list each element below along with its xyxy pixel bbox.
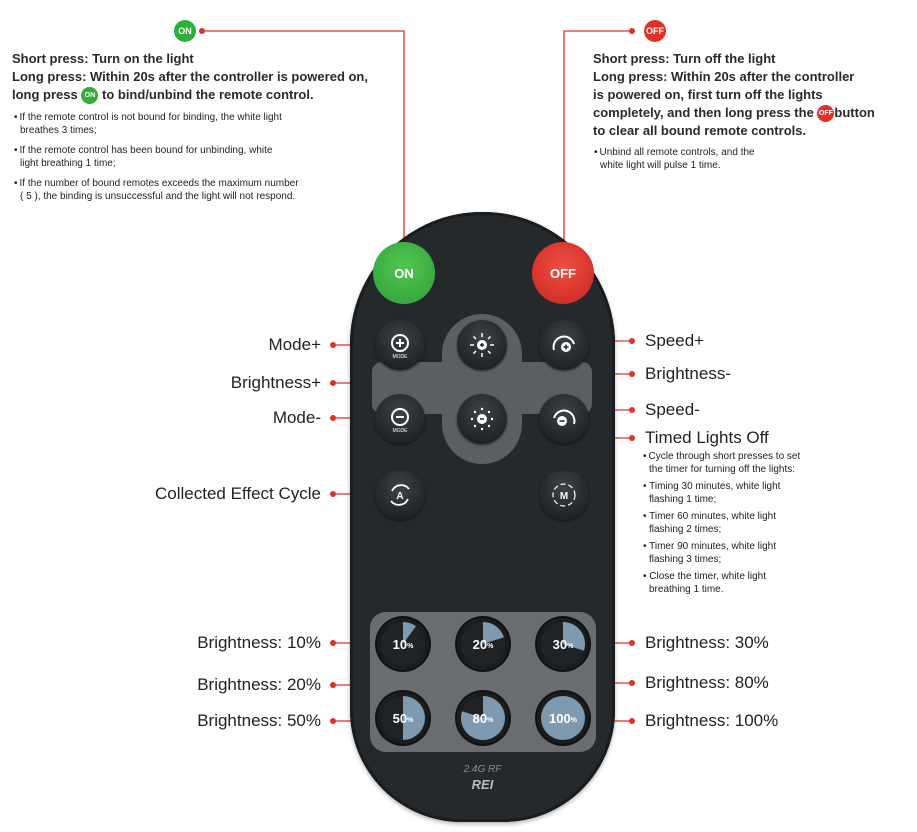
speed-minus-icon bbox=[547, 402, 581, 436]
effect-cycle-button[interactable] bbox=[375, 470, 425, 520]
speed-minus-button[interactable] bbox=[539, 394, 589, 444]
timer-notes: • Cycle through short presses to set the timer for turning off the lights: • Timing 30 minutes, white light flashing 1 time; • Timer 60 minutes, white light flashing 2 times; • Timer 90 minutes, white light flashing 3 times; • Close the timer, white light breathing 1 time. bbox=[643, 451, 801, 595]
off-button[interactable]: OFF bbox=[532, 242, 594, 304]
rf-label: 2.4G RF bbox=[463, 764, 502, 775]
on-description bbox=[12, 50, 412, 104]
off-badge-icon: OFF bbox=[644, 20, 666, 42]
speed-plus-icon bbox=[547, 328, 581, 362]
on-button[interactable]: ON bbox=[373, 242, 435, 304]
brightness-50-button[interactable]: 50 % bbox=[377, 692, 429, 744]
label-speed-minus: Speed- bbox=[645, 400, 700, 419]
label-mode-plus: Mode+ bbox=[268, 335, 321, 354]
on-badge-icon: ON bbox=[174, 20, 196, 42]
mode-plus-icon bbox=[383, 328, 417, 362]
off-bullets: • Unbind all remote controls, and the white light will pulse 1 time. bbox=[594, 146, 894, 172]
brightness-20-button[interactable]: 20 % bbox=[457, 618, 509, 670]
svg-text:A: A bbox=[396, 491, 404, 502]
mode-minus-button[interactable] bbox=[375, 394, 425, 444]
brightness-plus-button[interactable] bbox=[457, 320, 507, 370]
brightness-30-button[interactable]: 30 % bbox=[537, 618, 589, 670]
svg-text:MODE: MODE bbox=[392, 428, 408, 434]
label-brightness-plus: Brightness+ bbox=[230, 373, 321, 392]
on-long-press: Long press: Within 20s after the controller is powered on, bbox=[12, 69, 368, 84]
label-effect-cycle: Collected Effect Cycle bbox=[155, 484, 321, 503]
speed-plus-button[interactable] bbox=[539, 320, 589, 370]
brightness-minus-button[interactable] bbox=[457, 394, 507, 444]
timer-button[interactable] bbox=[539, 470, 589, 520]
on-mini-icon: ON bbox=[81, 87, 98, 104]
off-description: Short press: Turn off the light Long press: Within 20s after the controller is powered on, first turn off the lights completely, and then long press the OFF button to clear all bound remote controls. bbox=[593, 51, 875, 139]
mode-plus-button[interactable] bbox=[375, 320, 425, 370]
timer-icon bbox=[547, 478, 581, 512]
label-brightness-10: Brightness: 10% bbox=[197, 633, 321, 652]
label-brightness-30: Brightness: 30% bbox=[645, 633, 769, 652]
sun-plus-icon bbox=[465, 328, 499, 362]
svg-text:MODE: MODE bbox=[392, 354, 408, 360]
brightness-100-button[interactable]: 100 % bbox=[537, 692, 589, 744]
label-speed-plus: Speed+ bbox=[645, 331, 705, 350]
label-brightness-minus: Brightness- bbox=[645, 364, 731, 383]
brightness-80-button[interactable]: 80 % bbox=[457, 692, 509, 744]
label-mode-minus: Mode- bbox=[272, 408, 321, 427]
label-brightness-80: Brightness: 80% bbox=[645, 673, 769, 692]
brightness-10-button[interactable]: 10 % bbox=[377, 618, 429, 670]
label-brightness-100: Brightness: 100% bbox=[645, 711, 779, 730]
label-timed-off: Timed Lights Off bbox=[645, 428, 769, 447]
auto-cycle-icon bbox=[383, 478, 417, 512]
off-mini-icon: OFF bbox=[817, 105, 834, 122]
on-short-press: Short press: Turn on the light bbox=[12, 51, 194, 66]
label-brightness-20: Brightness: 20% bbox=[197, 675, 321, 694]
mode-minus-icon bbox=[383, 402, 417, 436]
on-long-press-cont: long press ON to bind/unbind the remote control. bbox=[12, 86, 412, 104]
sun-minus-icon bbox=[465, 402, 499, 436]
on-bullets: • If the remote control is not bound for binding, the white light breathes 3 times; • If the remote control has been bound for unbinding, white light breathing 1 time; • If the number of bound remotes exceeds the maximum number ( 5 ), the binding is unsuccessful and the light will not respond. bbox=[14, 111, 394, 203]
label-brightness-50: Brightness: 50% bbox=[197, 711, 321, 730]
remote-control bbox=[350, 212, 615, 822]
svg-text:M: M bbox=[559, 491, 569, 502]
brand-logo: REI bbox=[471, 777, 494, 792]
